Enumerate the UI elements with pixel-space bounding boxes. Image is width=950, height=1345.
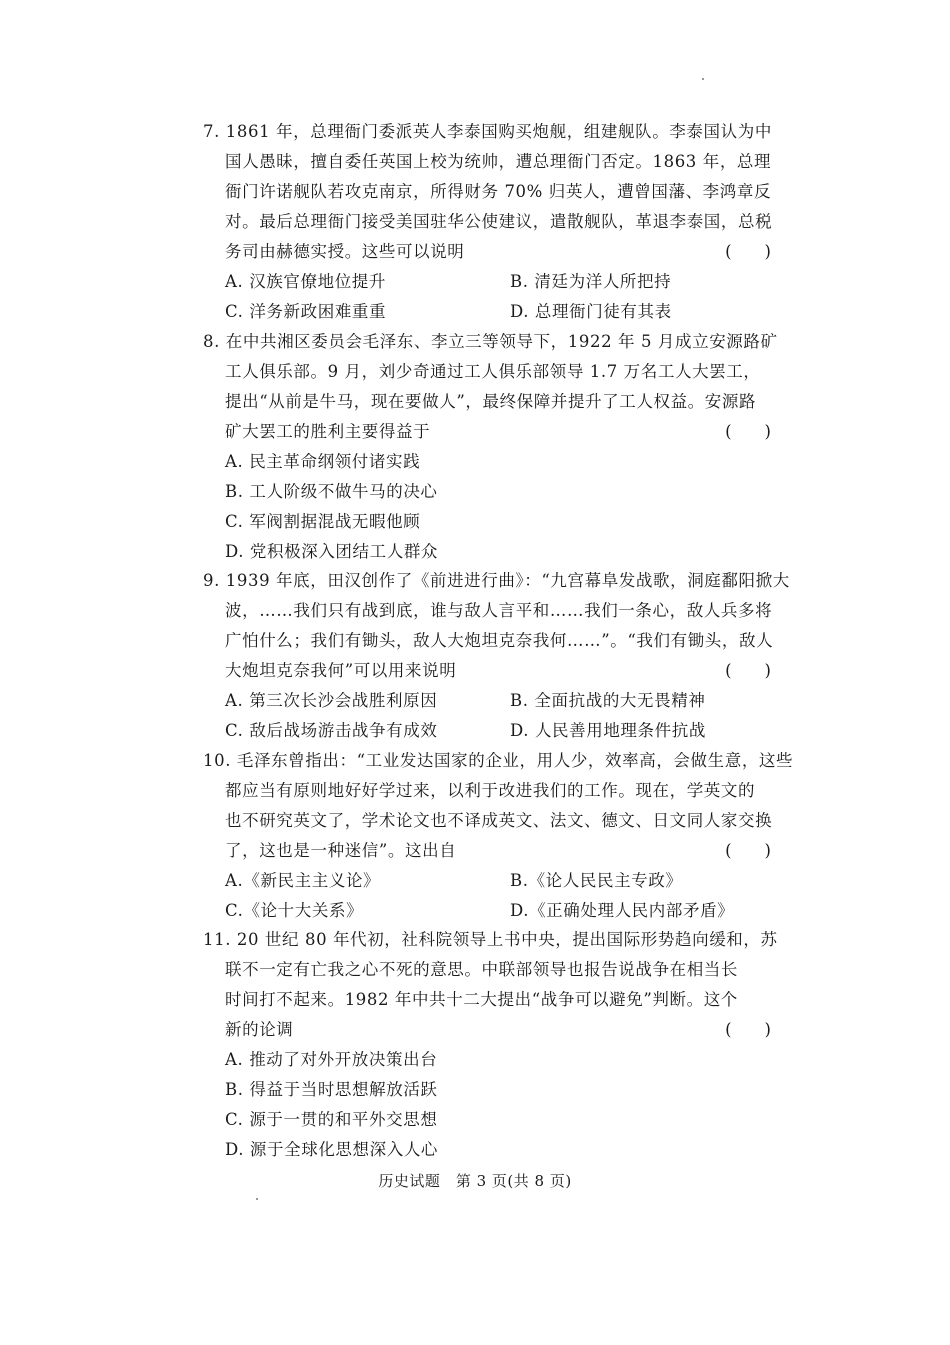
question-text-line: 广怕什么；我们有锄头，敌人大炮坦克奈我何……”。“我们有锄头，敌人 (225, 631, 774, 650)
option-c: C. 敌后战场游击战争有成效 (225, 721, 438, 740)
question-text-line: 也不研究英文了，学术论文也不译成英文、法文、德文、日文同人家交换 (225, 811, 773, 830)
question-text-line: 9. 1939 年底，田汉创作了《前进进行曲》：“九宫幕阜发战歌，洞庭鄱阳掀大 (203, 571, 790, 590)
options-row (203, 716, 773, 746)
question-text-line (203, 1015, 773, 1045)
question-text-line: 时间打不起来。1982 年中共十二大提出“战争可以避免”判断。这个 (225, 990, 738, 1009)
option-a: A. 汉族官僚地位提升 (225, 272, 387, 291)
options-row (203, 896, 773, 926)
option-a: A.《新民主主义论》 (225, 871, 381, 890)
option-d: D. 总理衙门徒有其表 (510, 302, 672, 321)
question-text-end: 矿大罢工的胜利主要得益于 (225, 422, 431, 441)
options-row (203, 686, 773, 716)
question-text-line: 11. 20 世纪 80 年代初，社科院领导上书中央，提出国际形势趋向缓和，苏 (203, 930, 778, 949)
question-text-line: 工人俱乐部。9 月，刘少奇通过工人俱乐部领导 1.7 万名工人大罢工， (225, 362, 761, 381)
answer-parentheses: ( ) (725, 661, 771, 680)
page-footer: 历史试题 第 3 页(共 8 页) (378, 1172, 572, 1190)
scan-speck (702, 78, 704, 80)
scan-speck (256, 1198, 258, 1200)
question-10 (203, 746, 794, 926)
option-c: C. 源于一贯的和平外交思想 (225, 1110, 438, 1129)
answer-parentheses: ( ) (725, 841, 771, 860)
question-text-line: 都应当有原则地好好学过来，以利于改进我们的工作。现在，学英文的 (225, 781, 756, 800)
option-b: B. 清廷为洋人所把持 (510, 272, 672, 291)
option-d: D.《正确处理人民内部矛盾》 (510, 901, 735, 920)
option-b: B. 工人阶级不做牛马的决心 (225, 482, 438, 501)
question-text-line (203, 237, 773, 267)
option-a: A. 民主革命纲领付诸实践 (225, 452, 421, 471)
question-text-line (203, 656, 773, 686)
question-text-line: 国人愚昧，擅自委任英国上校为统帅，遭总理衙门否定。1863 年，总理 (225, 152, 772, 171)
question-text-line: 10. 毛泽东曾指出：“工业发达国家的企业，用人少，效率高，会做生意，这些 (203, 751, 794, 770)
answer-parentheses: ( ) (725, 242, 771, 261)
option-c: C. 洋务新政困难重重 (225, 302, 387, 321)
option-d: D. 党积极深入团结工人群众 (225, 542, 439, 561)
question-text-line: 衙门许诺舰队若攻克南京，所得财务 70% 归英人，遭曾国藩、李鸿章反 (225, 182, 772, 201)
option-b: B.《论人民民主专政》 (510, 871, 683, 890)
question-text-end: 大炮坦克奈我何”可以用来说明 (225, 661, 457, 680)
question-text-end: 了，这也是一种迷信”。这出自 (225, 841, 457, 860)
options-row (203, 297, 773, 327)
question-text-line: 联不一定有亡我之心不死的意思。中联部领导也报告说战争在相当长 (225, 960, 738, 979)
option-a: A. 推动了对外开放决策出台 (225, 1050, 438, 1069)
option-c: C.《论十大关系》 (225, 901, 364, 920)
option-b: B. 得益于当时思想解放活跃 (225, 1080, 438, 1099)
option-c: C. 军阀割据混战无暇他顾 (225, 512, 421, 531)
question-text-line: 7. 1861 年，总理衙门委派英人李泰国购买炮舰，组建舰队。李泰国认为中 (203, 122, 772, 141)
options-row (203, 267, 773, 297)
question-text-line: 波，……我们只有战到底，谁与敌人言平和……我们一条心，敌人兵多将 (225, 601, 773, 620)
question-text-line (203, 836, 773, 866)
option-b: B. 全面抗战的大无畏精神 (510, 691, 706, 710)
options-row (203, 866, 773, 896)
answer-parentheses: ( ) (725, 422, 771, 441)
option-d: D. 源于全球化思想深入人心 (225, 1140, 439, 1159)
option-a: A. 第三次长沙会战胜利原因 (225, 691, 438, 710)
question-text-line: 提出“从前是牛马，现在要做人”，最终保障并提升了工人权益。安源路 (225, 392, 757, 411)
question-text-line (203, 417, 773, 447)
question-text-end: 务司由赫德实授。这些可以说明 (225, 242, 465, 261)
question-8 (203, 327, 778, 567)
question-9 (203, 566, 790, 746)
question-text-line: 对。最后总理衙门接受美国驻华公使建议，遣散舰队，革退李泰国，总税 (225, 212, 773, 231)
option-d: D. 人民善用地理条件抗战 (510, 721, 706, 740)
answer-parentheses: ( ) (725, 1020, 771, 1039)
question-11 (203, 925, 778, 1165)
question-7 (203, 117, 773, 327)
question-text-line: 8. 在中共湘区委员会毛泽东、李立三等领导下，1922 年 5 月成立安源路矿 (203, 332, 778, 351)
question-text-end: 新的论调 (225, 1020, 294, 1039)
